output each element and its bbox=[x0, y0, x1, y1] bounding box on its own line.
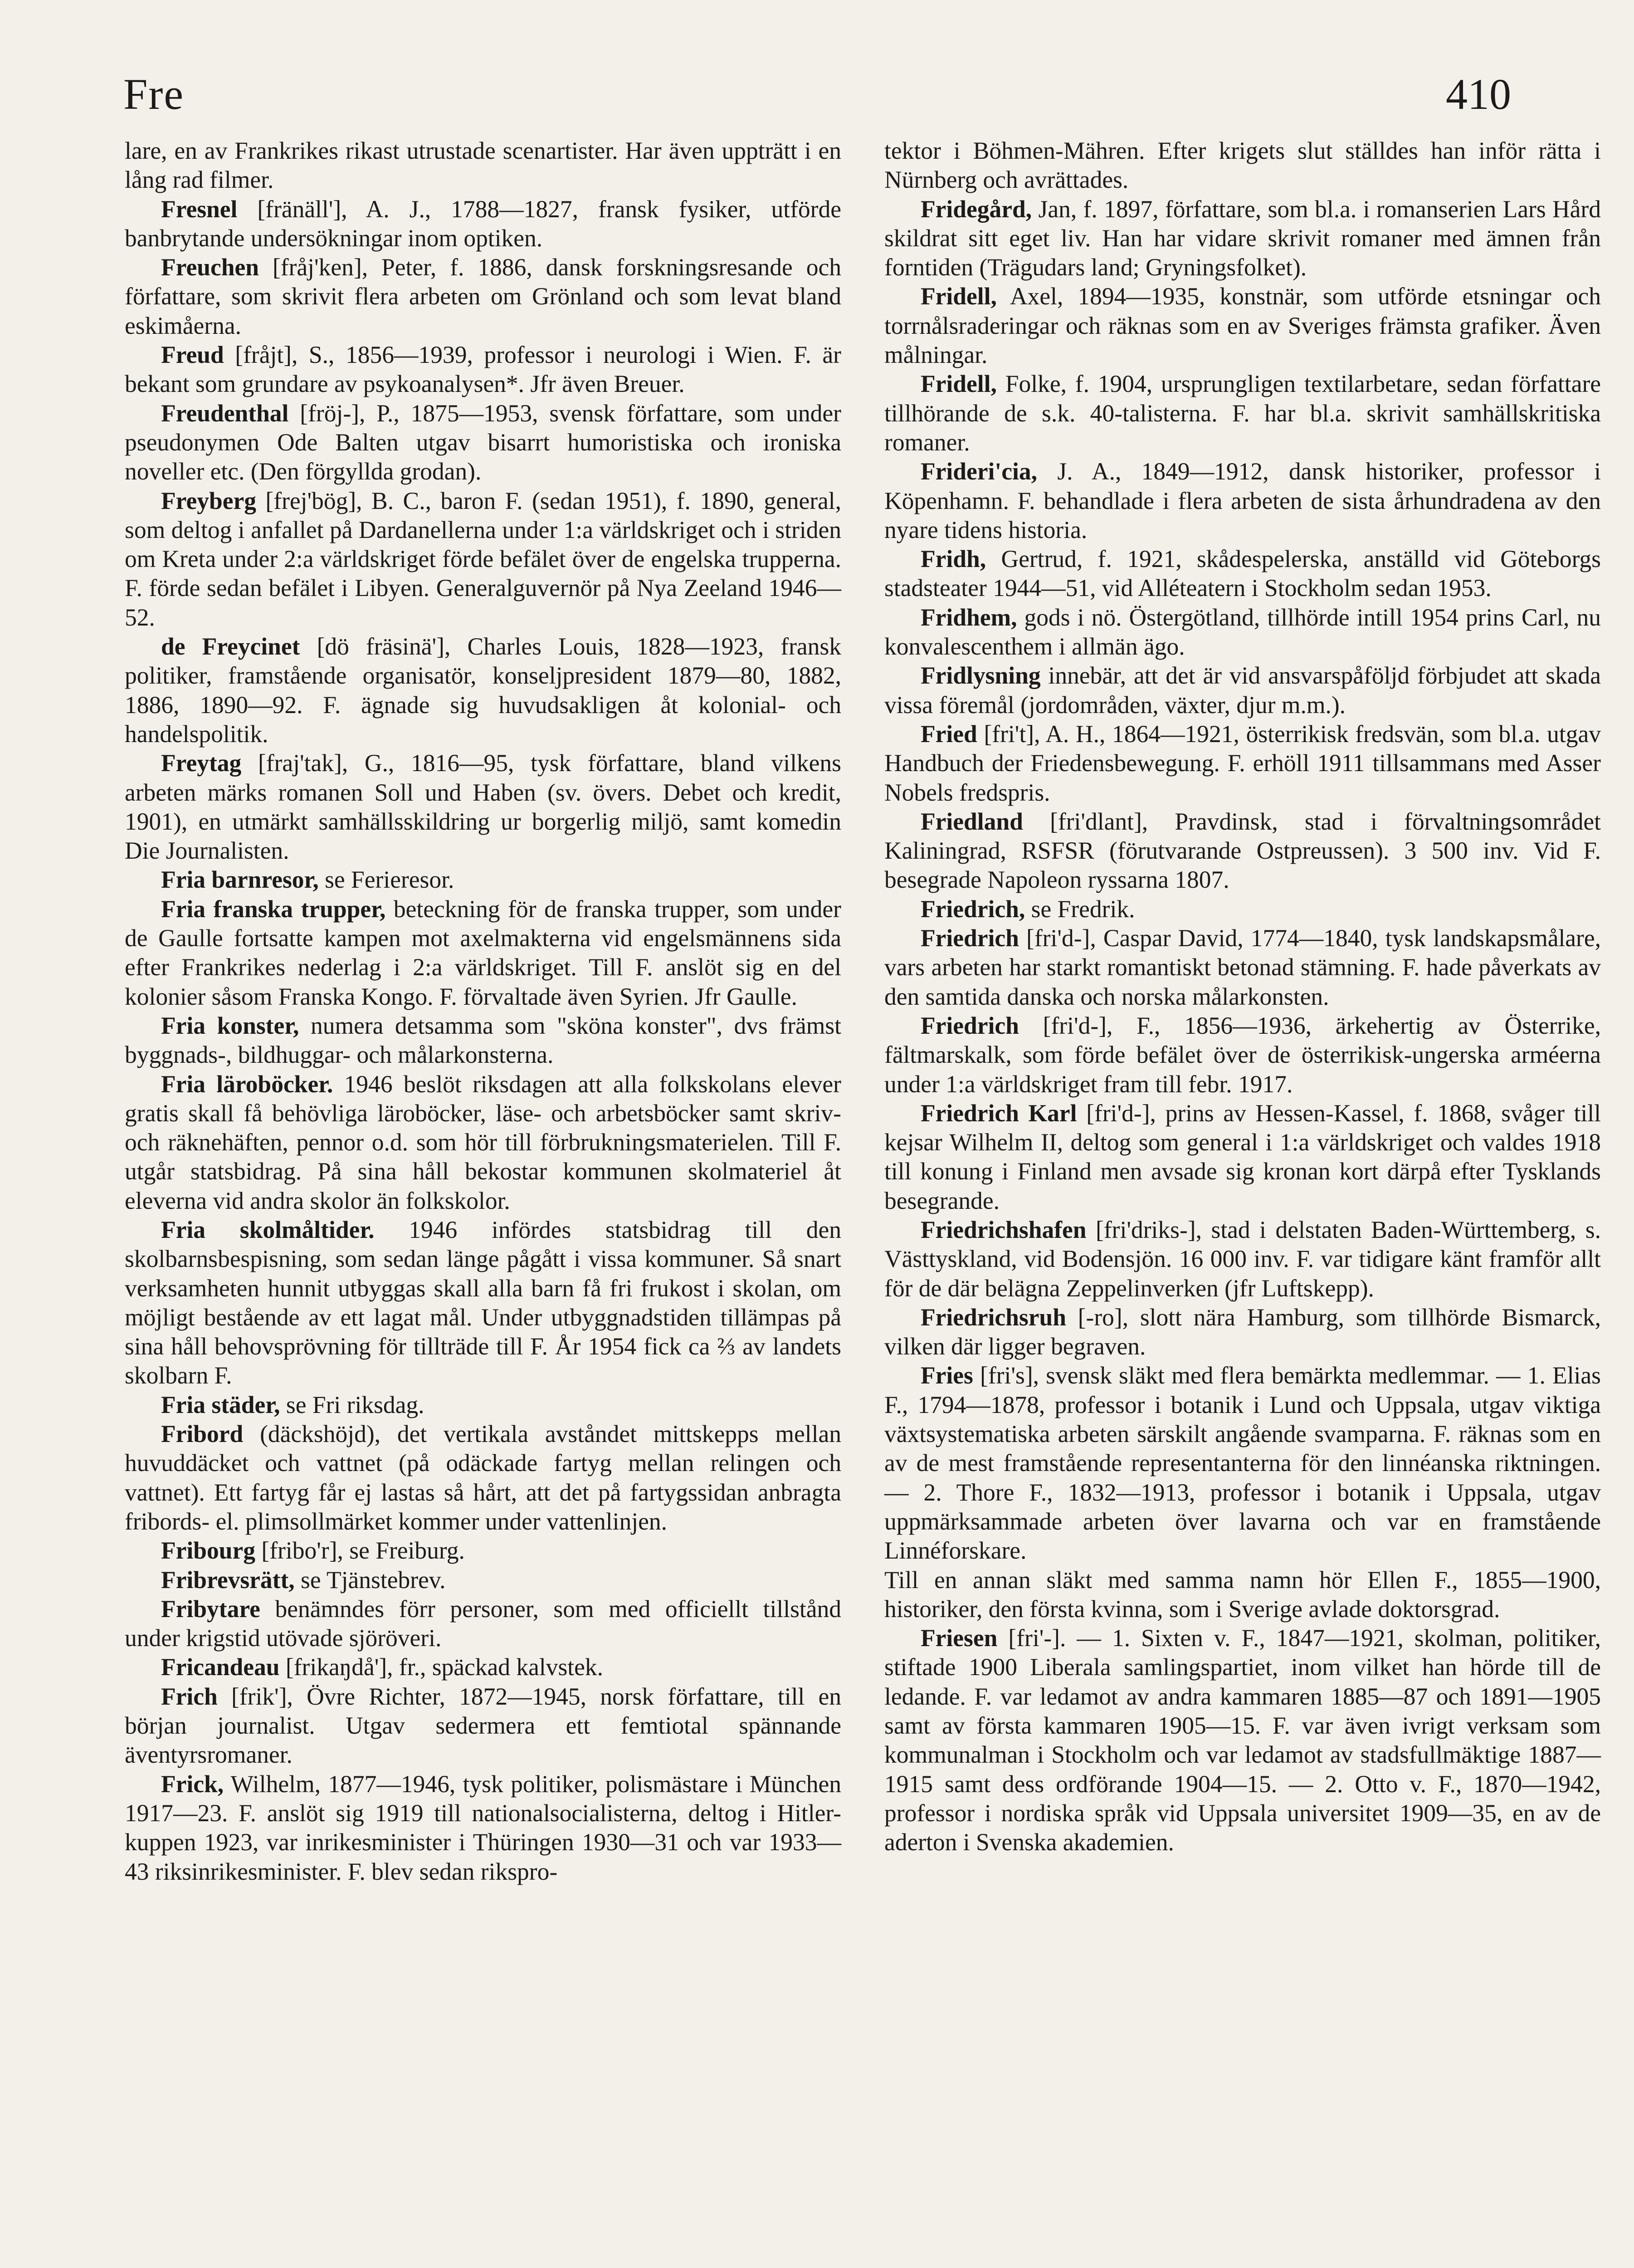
entry-headword: Friedrich bbox=[921, 924, 1019, 952]
dictionary-entry bbox=[125, 865, 841, 894]
dictionary-entry bbox=[125, 1769, 841, 1886]
entry-headword: Frideri'cia, bbox=[921, 458, 1037, 485]
entry-text: se Fredrik. bbox=[1025, 895, 1135, 923]
dictionary-entry bbox=[884, 1099, 1601, 1215]
entry-headword: Fresnel bbox=[161, 195, 238, 223]
entry-headword: Fria skolmåltider. bbox=[161, 1216, 375, 1243]
dictionary-entry bbox=[125, 1215, 841, 1390]
entry-headword: Fried bbox=[921, 720, 977, 748]
dictionary-entry bbox=[125, 195, 841, 253]
entry-text: Jan, f. 1897, författare, som bl.a. i romanserien Lars Hård skildrat sitt eget liv. Han har vidare skrivit romaner med ämnen från forntiden (Trägudars land; Gryningsfolket). bbox=[884, 195, 1601, 281]
dictionary-entry bbox=[884, 457, 1601, 544]
entry-text: J. A., 1849—1912, dansk historiker, professor i Köpenhamn. F. behandlade i flera arbeten de sista århundradena av den nyare tidens historia. bbox=[884, 458, 1601, 543]
entry-headword: Fribytare bbox=[161, 1595, 260, 1623]
dictionary-entry bbox=[884, 807, 1601, 894]
entry-headword: Fridlysning bbox=[921, 662, 1041, 689]
entry-headword: Friedrichsruh bbox=[921, 1303, 1066, 1331]
entry-text: [fri't], A. H., 1864—1921, österrikisk fredsvän, som bl.a. utgav Handbuch der Friedensbewegung. F. erhöll 1911 tillsammans med Asser Nobels fredspris. bbox=[884, 720, 1601, 806]
entry-headword: Fribord bbox=[161, 1420, 244, 1448]
entry-headword: Freudenthal bbox=[161, 399, 289, 427]
entry-text: Wilhelm, 1877—1946, tysk politiker, polismästare i München 1917—23. F. anslöt sig 1919 till nationalsocialisterna, deltog i Hitler-kuppen 1923, var inrikesminister i Thüringen 1930—31 och var 1933—43 riksinrikesminister. F. blev sedan rikspro- bbox=[125, 1770, 841, 1885]
dictionary-entry bbox=[884, 136, 1601, 195]
dictionary-entry bbox=[125, 632, 841, 748]
entry-text: [fröj-], P., 1875—1953, svensk författare, som under pseudonymen Ode Balten utgav bisarrt humoristiska och ironiska noveller etc. (Den förgyllda grodan). bbox=[125, 399, 841, 485]
entry-text: [fraj'tak], G., 1816—95, tysk författare, bland vilkens arbeten märks romanen Soll und Haben (sv. övers. Debet och kredit, 1901), en utmärkt samhällsskildring ur borgerlig miljö, samt komedin Die Journalisten. bbox=[125, 749, 841, 865]
dictionary-entry bbox=[125, 486, 841, 632]
entry-headword: Fria städer, bbox=[161, 1391, 280, 1418]
dictionary-entry bbox=[884, 719, 1601, 807]
entry-text: [-ro], slott nära Hamburg, som tillhörde Bismarck, vilken där ligger begraven. bbox=[884, 1303, 1601, 1360]
entry-text: Folke, f. 1904, ursprungligen textilarbetare, sedan författare tillhörande de s.k. 40-talisterna. F. har bl.a. skrivit samhällskritiska romaner. bbox=[884, 370, 1601, 456]
entry-headword: Freud bbox=[161, 341, 224, 369]
dictionary-entry bbox=[125, 1682, 841, 1769]
dictionary-entry bbox=[884, 282, 1601, 369]
entry-headword: Fria barnresor, bbox=[161, 866, 319, 894]
dictionary-entry bbox=[884, 1623, 1601, 1857]
entry-text: tektor i Böhmen-Mähren. Efter krigets slut ställdes han inför rätta i Nürnberg och avrättades. bbox=[884, 137, 1601, 194]
entry-headword: Fridegård, bbox=[921, 195, 1032, 223]
entry-headword: Fricandeau bbox=[161, 1653, 280, 1681]
entry-headword: Friedland bbox=[921, 807, 1023, 835]
dictionary-entry bbox=[884, 1361, 1601, 1565]
entry-headword: Friedrich bbox=[921, 1012, 1019, 1039]
entry-text: [fri'dlant], Pravdinsk, stad i förvaltningsområdet Kaliningrad, RSFSR (förutvarande Ostpreussen). 3 500 inv. Vid F. besegrade Napoleon ryssarna 1807. bbox=[884, 807, 1601, 894]
entry-text: [fränäll'], A. J., 1788—1827, fransk fysiker, utförde banbrytande undersökningar inom optiken. bbox=[125, 195, 841, 252]
entry-text: [fråjt], S., 1856—1939, professor i neurologi i Wien. F. är bekant som grundare av psykoanalysen*. Jfr även Breuer. bbox=[125, 341, 841, 398]
entry-headword: Freyberg bbox=[161, 487, 256, 514]
entry-text: [fri'-]. — 1. Sixten v. F., 1847—1921, skolman, politiker, stiftade 1900 Liberala samlingspartiet, inom vilket han hörde till de ledande. F. var ledamot av andra kammaren 1885—87 och 1891—1905 samt av första kammaren 1905—15. F. var även ivrigt verksam som kommunalman i Stockholm och var ledamot av stadsfullmäktige 1887—1915 samt dess ordförande 1904—15. — 2. Otto v. F., 1870—1942, professor i nordiska språk vid Uppsala universitet 1909—35, en av de aderton i Svenska akademien. bbox=[884, 1624, 1601, 1856]
dictionary-entry bbox=[125, 1594, 841, 1653]
dictionary-entry bbox=[884, 1565, 1601, 1624]
entry-text: [fribo'r], se Freiburg. bbox=[255, 1537, 465, 1564]
entry-text: [frikaŋdå'], fr., späckad kalvstek. bbox=[279, 1653, 604, 1681]
entry-headword: Fria konster, bbox=[161, 1012, 299, 1039]
entry-headword: Fria läroböcker. bbox=[161, 1070, 333, 1098]
dictionary-entry bbox=[125, 1011, 841, 1070]
dictionary-entry bbox=[884, 544, 1601, 603]
running-head-word: Fre bbox=[123, 70, 184, 118]
dictionary-entry bbox=[884, 369, 1601, 457]
entry-headword: Friedrich, bbox=[921, 895, 1025, 923]
left-column bbox=[125, 136, 841, 1886]
entry-headword: Friesen bbox=[921, 1624, 998, 1652]
entry-text: (däckshöjd), det vertikala avståndet mittskepps mellan huvuddäcket och vattnet (på odäckade fartyg mellan relingen och vattnet). Ett fartyg får ej lastas så hårt, att det på fartygssidan anbragta fribords- el. plimsollmärket kommer under vattenlinjen. bbox=[125, 1420, 841, 1535]
dictionary-entry bbox=[884, 924, 1601, 1011]
dictionary-entry bbox=[125, 1652, 841, 1681]
entry-text: benämndes förr personer, som med officiellt tillstånd under krigstid utövade sjöröveri. bbox=[125, 1595, 841, 1652]
entry-headword: Freuchen bbox=[161, 254, 259, 281]
entry-headword: Fries bbox=[921, 1362, 973, 1389]
dictionary-entry bbox=[884, 1011, 1601, 1099]
dictionary-entry bbox=[884, 1215, 1601, 1303]
dictionary-entry bbox=[125, 340, 841, 399]
dictionary-entry bbox=[884, 894, 1601, 924]
entry-text: [fri's], svensk släkt med flera bemärkta medlemmar. — 1. Elias F., 1794—1878, professor i botanik i Lund och Uppsala, utgav viktiga växtsystematiska arbeten särskilt angående svamparna. F. räknas som en av de mest framstående representanterna för den linnéanska riktningen. — 2. Thore F., 1832—1913, professor i botanik i Uppsala, utgav uppmärksammade arbeten över lavarna och var en framstående Linnéforskare. bbox=[884, 1362, 1601, 1564]
entry-headword: Fridhem, bbox=[921, 603, 1017, 631]
dictionary-entry bbox=[125, 1419, 841, 1536]
entry-text: [fri'd-], Caspar David, 1774—1840, tysk landskapsmålare, vars arbeten har starkt romantiskt betonad stämning. F. hade påverkats av den samtida danska och norska målarkonsten. bbox=[884, 924, 1601, 1010]
entry-text: se Ferieresor. bbox=[318, 866, 454, 894]
entry-text: numera detsamma som "sköna konster", dvs främst byggnads-, bildhuggar- och målarkonsterna. bbox=[125, 1012, 841, 1069]
entry-text: gods i nö. Östergötland, tillhörde intill 1954 prins Carl, nu konvalescenthem i allmän ägo. bbox=[884, 603, 1601, 660]
entry-text: [frej'bög], B. C., baron F. (sedan 1951), f. 1890, general, som deltog i anfallet på Dardanellerna under 1:a världskriget och i striden om Kreta under 2:a världskriget förde befälet över de engelska trupperna. F. förde sedan befälet i Libyen. Generalguvernör på Nya Zeeland 1946—52. bbox=[125, 487, 841, 631]
right-column bbox=[884, 136, 1601, 1857]
entry-text: lare, en av Frankrikes rikast utrustade scenartister. Har även uppträtt i en lång rad filmer. bbox=[125, 137, 841, 194]
entry-text: [fri'driks-], stad i delstaten Baden-Württemberg, s. Västtyskland, vid Bodensjön. 16 000 inv. F. var tidigare känt framför allt för de där belägna Zeppelinverken (jfr Luftskepp). bbox=[884, 1216, 1601, 1302]
entry-text: Gertrud, f. 1921, skådespelerska, anställd vid Göteborgs stadsteater 1944—51, vid Alléteatern i Stockholm sedan 1953. bbox=[884, 545, 1601, 602]
dictionary-entry bbox=[125, 894, 841, 1011]
entry-text: 1946 infördes statsbidrag till den skolbarnsbespisning, som sedan länge pågått i vissa kommuner. Så snart verksamheten hunnit utbyggas skall alla barn få fri frukost i skolan, om möjligt bestående av ett lagat mål. Under utbyggnadstiden tillämpas på sina håll behovsprövning för tillträde till F. År 1954 fick ca ⅔ av landets skolbarn F. bbox=[125, 1216, 841, 1389]
entry-headword: Fria franska trupper, bbox=[161, 895, 386, 923]
entry-text: [fråj'ken], Peter, f. 1886, dansk forskningsresande och författare, som skrivit flera arbeten om Grönland och som levat bland eskimåerna. bbox=[125, 254, 841, 339]
dictionary-entry bbox=[125, 253, 841, 340]
entry-text: Till en annan släkt med samma namn hör Ellen F., 1855—1900, historiker, den första kvinna, som i Sverige avlade doktorsgrad. bbox=[884, 1566, 1601, 1623]
dictionary-entry bbox=[125, 1070, 841, 1215]
dictionary-entry bbox=[884, 603, 1601, 661]
dictionary-entry bbox=[125, 1536, 841, 1565]
dictionary-entry bbox=[884, 1303, 1601, 1361]
entry-headword: Fridh, bbox=[921, 545, 986, 573]
dictionary-entry bbox=[125, 136, 841, 195]
dictionary-entry bbox=[125, 748, 841, 865]
entry-headword: Friedrichshafen bbox=[921, 1216, 1087, 1243]
entry-text: 1946 beslöt riksdagen att alla folkskolans elever gratis skall få behövliga läroböcker, läse- och arbetsböcker samt skriv- och räknehäften, pennor o.d. som hör till förbrukningsmaterielen. Till F. utgår statsbidrag. På sina håll bekostar kommunen skolmateriel åt eleverna vid andra skolor än folkskolor. bbox=[125, 1070, 841, 1214]
entry-text: [frik'], Övre Richter, 1872—1945, norsk författare, till en början journalist. Utgav sedermera ett femtiotal spännande äventyrsromaner. bbox=[125, 1682, 841, 1769]
entry-headword: Fridell, bbox=[921, 283, 997, 310]
entry-text: innebär, att det är vid ansvarspåföljd förbjudet att skada vissa föremål (jordområden, växter, djur m.m.). bbox=[884, 662, 1601, 719]
page-number: 410 bbox=[1446, 70, 1511, 118]
entry-headword: Friedrich Karl bbox=[921, 1099, 1077, 1127]
dictionary-entry bbox=[884, 195, 1601, 282]
dictionary-entry bbox=[884, 661, 1601, 719]
entry-text: beteckning för de franska trupper, som under de Gaulle fortsatte kampen mot axelmakterna vid engelsmännens sida efter Frankrikes nederlag i 2:a världskriget. Till F. anslöt sig en del kolonier såsom Franska Kongo. F. förvaltade även Syrien. Jfr Gaulle. bbox=[125, 895, 841, 1010]
entry-headword: Fribrevsrätt, bbox=[161, 1566, 295, 1593]
entry-text: [fri'd-], F., 1856—1936, ärkehertig av Österrike, fältmarskalk, som förde befälet över de österrikisk-ungerska arméerna under 1:a världskriget fram till febr. 1917. bbox=[884, 1012, 1601, 1098]
dictionary-entry bbox=[125, 1390, 841, 1419]
dictionary-entry bbox=[125, 399, 841, 486]
page-header bbox=[0, 0, 1634, 150]
entry-text: se Fri riksdag. bbox=[280, 1391, 424, 1418]
entry-text: se Tjänstebrev. bbox=[294, 1566, 446, 1593]
entry-headword: de Freycinet bbox=[161, 633, 300, 660]
entry-headword: Frich bbox=[161, 1682, 218, 1710]
entry-text: [dö fräsinä'], Charles Louis, 1828—1923, fransk politiker, framstående organisatör, konseljpresident 1879—80, 1882, 1886, 1890—92. F. ägnade sig huvudsakligen åt kolonial- och handelspolitik. bbox=[125, 633, 841, 748]
entry-headword: Frick, bbox=[161, 1770, 224, 1798]
entry-headword: Fridell, bbox=[921, 370, 997, 398]
entry-text: [fri'd-], prins av Hessen-Kassel, f. 1868, svåger till kejsar Wilhelm II, deltog som general i 1:a världskriget och valdes 1918 till konung i Finland men avsade sig kronan kort därpå efter Tysklands besegrande. bbox=[884, 1099, 1601, 1214]
entry-headword: Freytag bbox=[161, 749, 242, 777]
entry-headword: Fribourg bbox=[161, 1537, 256, 1564]
entry-text: Axel, 1894—1935, konstnär, som utförde etsningar och torrnålsraderingar och räknas som en av Sveriges främsta grafiker. Även målningar. bbox=[884, 283, 1601, 369]
dictionary-entry bbox=[125, 1565, 841, 1594]
